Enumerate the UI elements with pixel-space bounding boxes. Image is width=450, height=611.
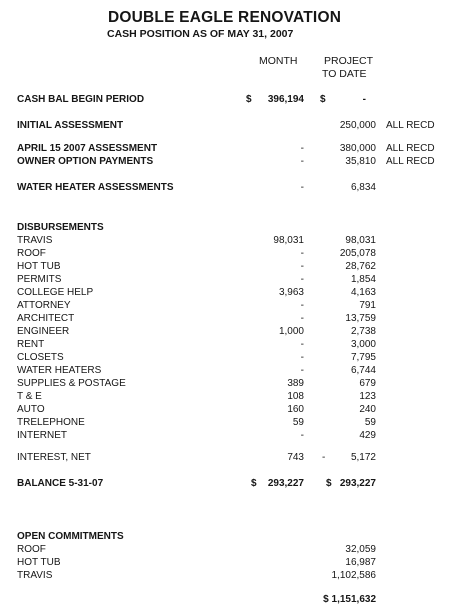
row-label: ROOF [17, 544, 46, 555]
commitments-total: $ 1,151,632 [323, 594, 376, 605]
month-value: - [300, 182, 304, 193]
ptd-value: 13,759 [345, 313, 376, 324]
row-label: PERMITS [17, 274, 62, 285]
april-assessment-row [0, 143, 450, 156]
ptd-value: 2,738 [350, 326, 376, 337]
column-header-project-line2: TO DATE [322, 68, 367, 80]
disbursement-row [0, 248, 450, 261]
ptd-value: 293,227 [339, 478, 376, 489]
row-label: INITIAL ASSESSMENT [17, 120, 124, 131]
row-label: BALANCE 5-31-07 [17, 478, 104, 489]
report-title: DOUBLE EAGLE RENOVATION [108, 9, 342, 26]
interest-row [0, 452, 450, 465]
month-value: 3,963 [278, 287, 304, 298]
month-value: - [300, 261, 304, 272]
month-value: - [300, 274, 304, 285]
ptd-value: 16,987 [345, 557, 376, 568]
ptd-value: 35,810 [345, 156, 376, 167]
ptd-value: 1,102,586 [331, 570, 376, 581]
ptd-value: 4,163 [350, 287, 376, 298]
disbursement-row [0, 274, 450, 287]
commitment-row [0, 570, 450, 583]
disbursement-row [0, 261, 450, 274]
disbursement-row [0, 404, 450, 417]
ptd-value: 32,059 [345, 544, 376, 555]
ptd-value: 6,834 [350, 182, 376, 193]
month-value: 59 [292, 417, 304, 428]
row-label: ARCHITECT [17, 313, 75, 324]
row-label: AUTO [17, 404, 45, 415]
ptd-value: 59 [364, 417, 376, 428]
cash-begin-row [0, 94, 450, 107]
month-value: 108 [287, 391, 304, 402]
row-label: CLOSETS [17, 352, 64, 363]
water-heater-assessment-row [0, 182, 450, 195]
row-label: WATER HEATERS [17, 365, 102, 376]
ptd-value: 6,744 [350, 365, 376, 376]
disbursement-row [0, 430, 450, 443]
month-value: - [300, 313, 304, 324]
ptd-value: 28,762 [345, 261, 376, 272]
month-value: - [300, 352, 304, 363]
row-label: ATTORNEY [17, 300, 71, 311]
dollar-sign: $ [320, 94, 326, 105]
row-label: COLLEGE HELP [17, 287, 94, 298]
ptd-value: - [362, 94, 366, 105]
row-label: TRAVIS [17, 235, 53, 246]
disbursement-row [0, 313, 450, 326]
dollar-sign: $ [246, 94, 252, 105]
month-value: - [300, 300, 304, 311]
row-label: TRAVIS [17, 570, 53, 581]
ptd-value: 7,795 [350, 352, 376, 363]
open-commitments-heading: OPEN COMMITMENTS [17, 531, 124, 542]
disbursement-row [0, 378, 450, 391]
owner-option-row [0, 156, 450, 169]
disbursement-row [0, 417, 450, 430]
row-label: INTEREST, NET [17, 452, 91, 463]
row-label: OWNER OPTION PAYMENTS [17, 156, 154, 167]
row-label: ROOF [17, 248, 46, 259]
status-note: ALL RECD [386, 143, 435, 154]
ptd-value: 5,172 [350, 452, 376, 463]
commitment-row [0, 544, 450, 557]
dash-mark: - [322, 452, 326, 463]
disbursement-row [0, 339, 450, 352]
month-value: - [300, 365, 304, 376]
ptd-value: 205,078 [339, 248, 376, 259]
status-note: ALL RECD [386, 120, 435, 131]
disbursement-row [0, 352, 450, 365]
month-value: - [300, 430, 304, 441]
ptd-value: 679 [359, 378, 376, 389]
disbursements-heading: DISBURSEMENTS [17, 222, 104, 233]
ptd-value: 123 [359, 391, 376, 402]
row-label: TRELEPHONE [17, 417, 85, 428]
row-label: CASH BAL BEGIN PERIOD [17, 94, 145, 105]
month-value: 1,000 [278, 326, 304, 337]
disbursement-row [0, 326, 450, 339]
month-value: - [300, 248, 304, 259]
month-value: 293,227 [267, 478, 304, 489]
row-label: T & E [17, 391, 42, 402]
row-label: RENT [17, 339, 45, 350]
ptd-value: 98,031 [345, 235, 376, 246]
row-label: ENGINEER [17, 326, 70, 337]
month-value: - [300, 156, 304, 167]
month-value: 396,194 [267, 94, 304, 105]
ptd-value: 3,000 [350, 339, 376, 350]
month-value: - [300, 143, 304, 154]
commitment-row [0, 557, 450, 570]
column-header-month: MONTH [259, 55, 298, 67]
ptd-value: 791 [359, 300, 376, 311]
disbursement-row [0, 235, 450, 248]
dollar-sign: $ [326, 478, 332, 489]
row-label: HOT TUB [17, 261, 61, 272]
column-header-project-line1: PROJECT [324, 55, 374, 67]
month-value: 160 [287, 404, 304, 415]
initial-assessment-row [0, 120, 450, 133]
disbursement-row [0, 391, 450, 404]
status-note: ALL RECD [386, 156, 435, 167]
month-value: 743 [287, 452, 304, 463]
month-value: 389 [287, 378, 304, 389]
ptd-value: 429 [359, 430, 376, 441]
balance-row [0, 478, 450, 491]
month-value: - [300, 339, 304, 350]
row-label: SUPPLIES & POSTAGE [17, 378, 126, 389]
report-subtitle: CASH POSITION AS OF MAY 31, 2007 [107, 28, 294, 40]
disbursement-row [0, 300, 450, 313]
disbursement-row [0, 287, 450, 300]
month-value: 98,031 [273, 235, 304, 246]
ptd-value: 1,854 [350, 274, 376, 285]
row-label: APRIL 15 2007 ASSESSMENT [17, 143, 158, 154]
ptd-value: 250,000 [339, 120, 376, 131]
dollar-sign: $ [251, 478, 257, 489]
ptd-value: 240 [359, 404, 376, 415]
row-label: HOT TUB [17, 557, 61, 568]
row-label: INTERNET [17, 430, 67, 441]
ptd-value: 380,000 [339, 143, 376, 154]
row-label: WATER HEATER ASSESSMENTS [17, 182, 174, 193]
disbursement-row [0, 365, 450, 378]
